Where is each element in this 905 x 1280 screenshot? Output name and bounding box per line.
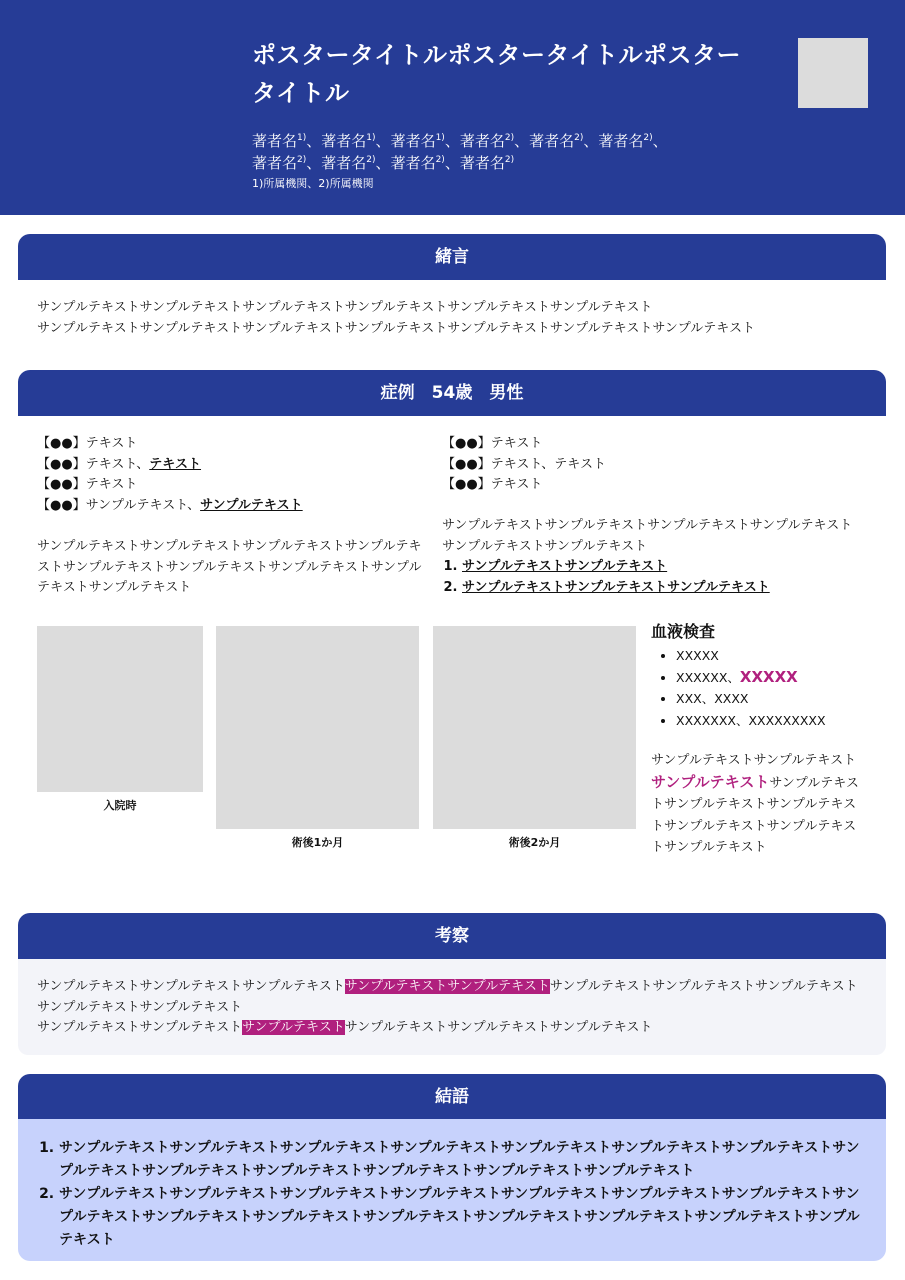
list-item: 1. サンプルテキストサンプルテキスト: [462, 557, 882, 578]
intro-line-2: サンプルテキストサンプルテキストサンプルテキストサンプルテキストサンプルテキストサンプルテキストサンプルテキスト: [37, 320, 755, 336]
case-left-items: [37, 434, 427, 516]
case-right-list: [442, 557, 882, 598]
discussion-line-2: サンプルテキストサンプルテキストサンプルテキストサンプルテキストサンプルテキストサンプルテキスト: [37, 1020, 653, 1035]
author-separator: 、: [583, 132, 599, 150]
list-item: 2. サンプルテキストサンプルテキストサンプルテキストサンプルテキストサンプルテキストサンプルテキストサンプルテキストサンプルテキストサンプルテキストサンプルテキストサンプルテキストサンプルテキストサンプルテキストサンプルテキストサンプルテキスト: [59, 1183, 867, 1252]
author-name: 著者名: [321, 132, 367, 150]
author-affiliation-mark: 2): [643, 133, 653, 143]
author-affiliation-mark: 1): [297, 133, 307, 143]
author-separator: 、: [514, 132, 530, 150]
case-item: 【●●】サンプルテキスト、サンプルテキスト: [37, 497, 303, 513]
author-affiliation-mark: 2): [366, 155, 376, 165]
image-placeholder: [216, 626, 419, 829]
conclusion-text: [37, 1137, 867, 1252]
discussion-text: [37, 977, 867, 1039]
poster-header: [0, 0, 905, 215]
case-item: 【●●】テキスト: [37, 477, 138, 492]
author-separator: 、: [306, 132, 322, 150]
author-affiliation-mark: 2): [435, 155, 445, 165]
author-separator: 、: [444, 132, 460, 150]
list-item: • XXXXXXX、XXXXXXXXX: [676, 710, 871, 732]
case-left-paragraph: サンプルテキストサンプルテキストサンプルテキストサンプルテキストサンプルテキストサンプルテキストサンプルテキストサンプルテキストサンプルテキスト: [37, 539, 422, 595]
list-item: 2. サンプルテキストサンプルテキストサンプルテキスト: [462, 578, 882, 599]
author-affiliation-mark: 1): [435, 133, 445, 143]
case-right-paragraph: サンプルテキストサンプルテキストサンプルテキストサンプルテキストサンプルテキストサンプルテキスト: [442, 518, 853, 554]
author-name: 著者名: [529, 132, 575, 150]
case-item: 【●●】テキスト、テキスト: [37, 456, 202, 472]
author-separator: 、: [375, 154, 391, 172]
author-affiliation-mark: 2): [504, 133, 515, 143]
case-heading: 症例 54歳 男性: [18, 370, 886, 416]
blood-test-block: [651, 621, 871, 859]
list-item: 1. サンプルテキストサンプルテキストサンプルテキストサンプルテキストサンプルテキストサンプルテキストサンプルテキストサンプルテキストサンプルテキストサンプルテキストサンプルテキストサンプルテキストサンプルテキスト: [59, 1137, 867, 1183]
author-separator: 、: [375, 132, 391, 150]
logo-placeholder: [798, 38, 868, 108]
image-placeholder: [433, 626, 636, 829]
blood-test-list: [651, 645, 871, 731]
author-separator: 、: [444, 154, 460, 172]
author-affiliation-mark: 1): [366, 133, 376, 143]
image-caption: 術後2か月: [508, 836, 561, 849]
discussion-line-1: サンプルテキストサンプルテキストサンプルテキストサンプルテキストサンプルテキストサンプルテキストサンプルテキストサンプルテキストサンプルテキストサンプルテキスト: [37, 979, 858, 1015]
author-separator: 、: [306, 154, 322, 172]
list-item: • XXXXXX、XXXXX: [676, 667, 871, 689]
blood-test-paragraph: サンプルテキストサンプルテキストサンプルテキストサンプルテキストサンプルテキストサンプルテキストサンプルテキストサンプルテキストサンプルテキスト: [651, 753, 859, 855]
author-name: 著者名: [598, 132, 644, 150]
author-name: 著者名: [459, 132, 505, 150]
author-name: 著者名: [321, 154, 367, 172]
case-item: 【●●】テキスト: [37, 436, 138, 451]
case-right-items: [442, 434, 862, 496]
conclusion-heading: 結語: [18, 1074, 886, 1120]
intro-heading: 緒言: [18, 234, 886, 280]
image-caption: 術後1か月: [291, 836, 344, 849]
blood-test-title: 血液検査: [651, 622, 716, 641]
list-item: • XXX、XXXX: [676, 688, 871, 710]
author-affiliation-mark: 2): [574, 133, 584, 143]
intro-line-1: サンプルテキストサンプルテキストサンプルテキストサンプルテキストサンプルテキストサンプルテキスト: [37, 300, 653, 315]
author-name: 著者名: [390, 132, 436, 150]
author-affiliation-mark: 2): [504, 155, 515, 165]
author-name: 著者名: [252, 154, 298, 172]
affiliations: 1)所属機関、2)所属機関: [252, 177, 374, 190]
list-item: • XXXXX: [676, 645, 871, 667]
image-caption: 入院時: [103, 799, 137, 812]
case-item: 【●●】テキスト: [442, 477, 543, 492]
poster-title: ポスタータイトルポスタータイトルポスタータイトル: [252, 41, 742, 107]
discussion-heading: 考察: [18, 913, 886, 959]
case-item: 【●●】テキスト: [442, 436, 543, 451]
image-placeholder: [37, 626, 203, 792]
author-separator: 、: [652, 132, 668, 150]
author-name: 著者名: [252, 132, 298, 150]
conclusion-list: [37, 1137, 867, 1252]
author-list: [252, 130, 722, 174]
case-item: 【●●】テキスト、テキスト: [442, 456, 606, 472]
author-affiliation-mark: 2): [297, 155, 307, 165]
intro-text: [37, 298, 877, 339]
author-name: 著者名: [390, 154, 436, 172]
author-name: 著者名: [459, 154, 505, 172]
